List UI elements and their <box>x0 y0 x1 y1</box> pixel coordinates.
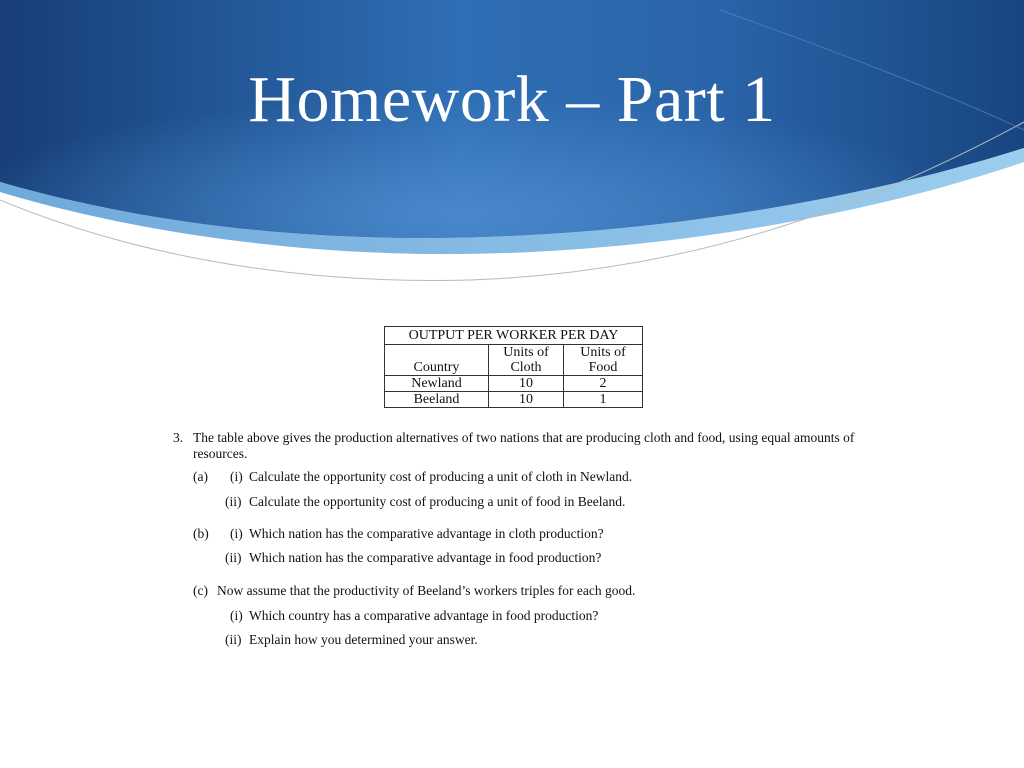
part-a-i-text: Calculate the opportunity cost of producing a unit of cloth in Newland. <box>249 469 633 484</box>
part-b-i-label: (i) <box>230 526 243 541</box>
part-b-ii-label: (ii) <box>225 550 242 565</box>
part-b-ii <box>173 549 873 567</box>
header-country: Country <box>385 345 489 376</box>
row-food: 2 <box>564 376 643 392</box>
header-cloth-line2: Cloth <box>510 360 542 375</box>
part-a-ii <box>173 493 873 511</box>
header-cloth-line1: Units of <box>503 345 549 360</box>
part-b-label: (b) <box>193 526 209 541</box>
row-food: 1 <box>564 392 643 408</box>
part-c-text: Now assume that the productivity of Beeland’s workers triples for each good. <box>217 583 636 598</box>
header-banner <box>0 0 1024 300</box>
table-row <box>385 392 643 408</box>
header-food <box>564 345 643 376</box>
part-a-label: (a) <box>193 469 208 484</box>
output-table-wrapper <box>384 326 643 408</box>
slide-title: Homework – Part 1 <box>248 63 776 136</box>
row-cloth: 10 <box>489 376 564 392</box>
part-a-i <box>173 468 873 486</box>
row-country: Beeland <box>385 392 489 408</box>
row-country: Newland <box>385 376 489 392</box>
part-c-ii-text: Explain how you determined your answer. <box>249 632 478 647</box>
part-c-ii <box>173 631 873 649</box>
part-b-ii-text: Which nation has the comparative advantage in food production? <box>249 550 602 565</box>
part-a-ii-label: (ii) <box>225 494 242 509</box>
question-3 <box>173 430 873 649</box>
question-number: 3. <box>173 430 184 445</box>
part-c-i-text: Which country has a comparative advantage in food production? <box>249 608 599 623</box>
part-a-i-label: (i) <box>230 469 243 484</box>
part-c-i <box>173 607 873 625</box>
part-c-label: (c) <box>193 583 208 598</box>
table-caption: OUTPUT PER WORKER PER DAY <box>385 327 643 345</box>
table-row <box>385 376 643 392</box>
header-cloth <box>489 345 564 376</box>
question-intro <box>173 430 873 462</box>
output-table <box>384 326 643 408</box>
question-intro-text: The table above gives the production alternatives of two nations that are producing cloth and food, using equal amounts of resources. <box>193 430 855 461</box>
row-cloth: 10 <box>489 392 564 408</box>
part-c-i-label: (i) <box>230 608 243 623</box>
part-c-ii-label: (ii) <box>225 632 242 647</box>
part-c <box>173 582 873 600</box>
part-b-i-text: Which nation has the comparative advantage in cloth production? <box>249 526 604 541</box>
header-food-line1: Units of <box>580 345 626 360</box>
part-a-ii-text: Calculate the opportunity cost of producing a unit of food in Beeland. <box>249 494 626 509</box>
header-food-line2: Food <box>588 360 618 375</box>
part-b-i <box>173 525 873 543</box>
